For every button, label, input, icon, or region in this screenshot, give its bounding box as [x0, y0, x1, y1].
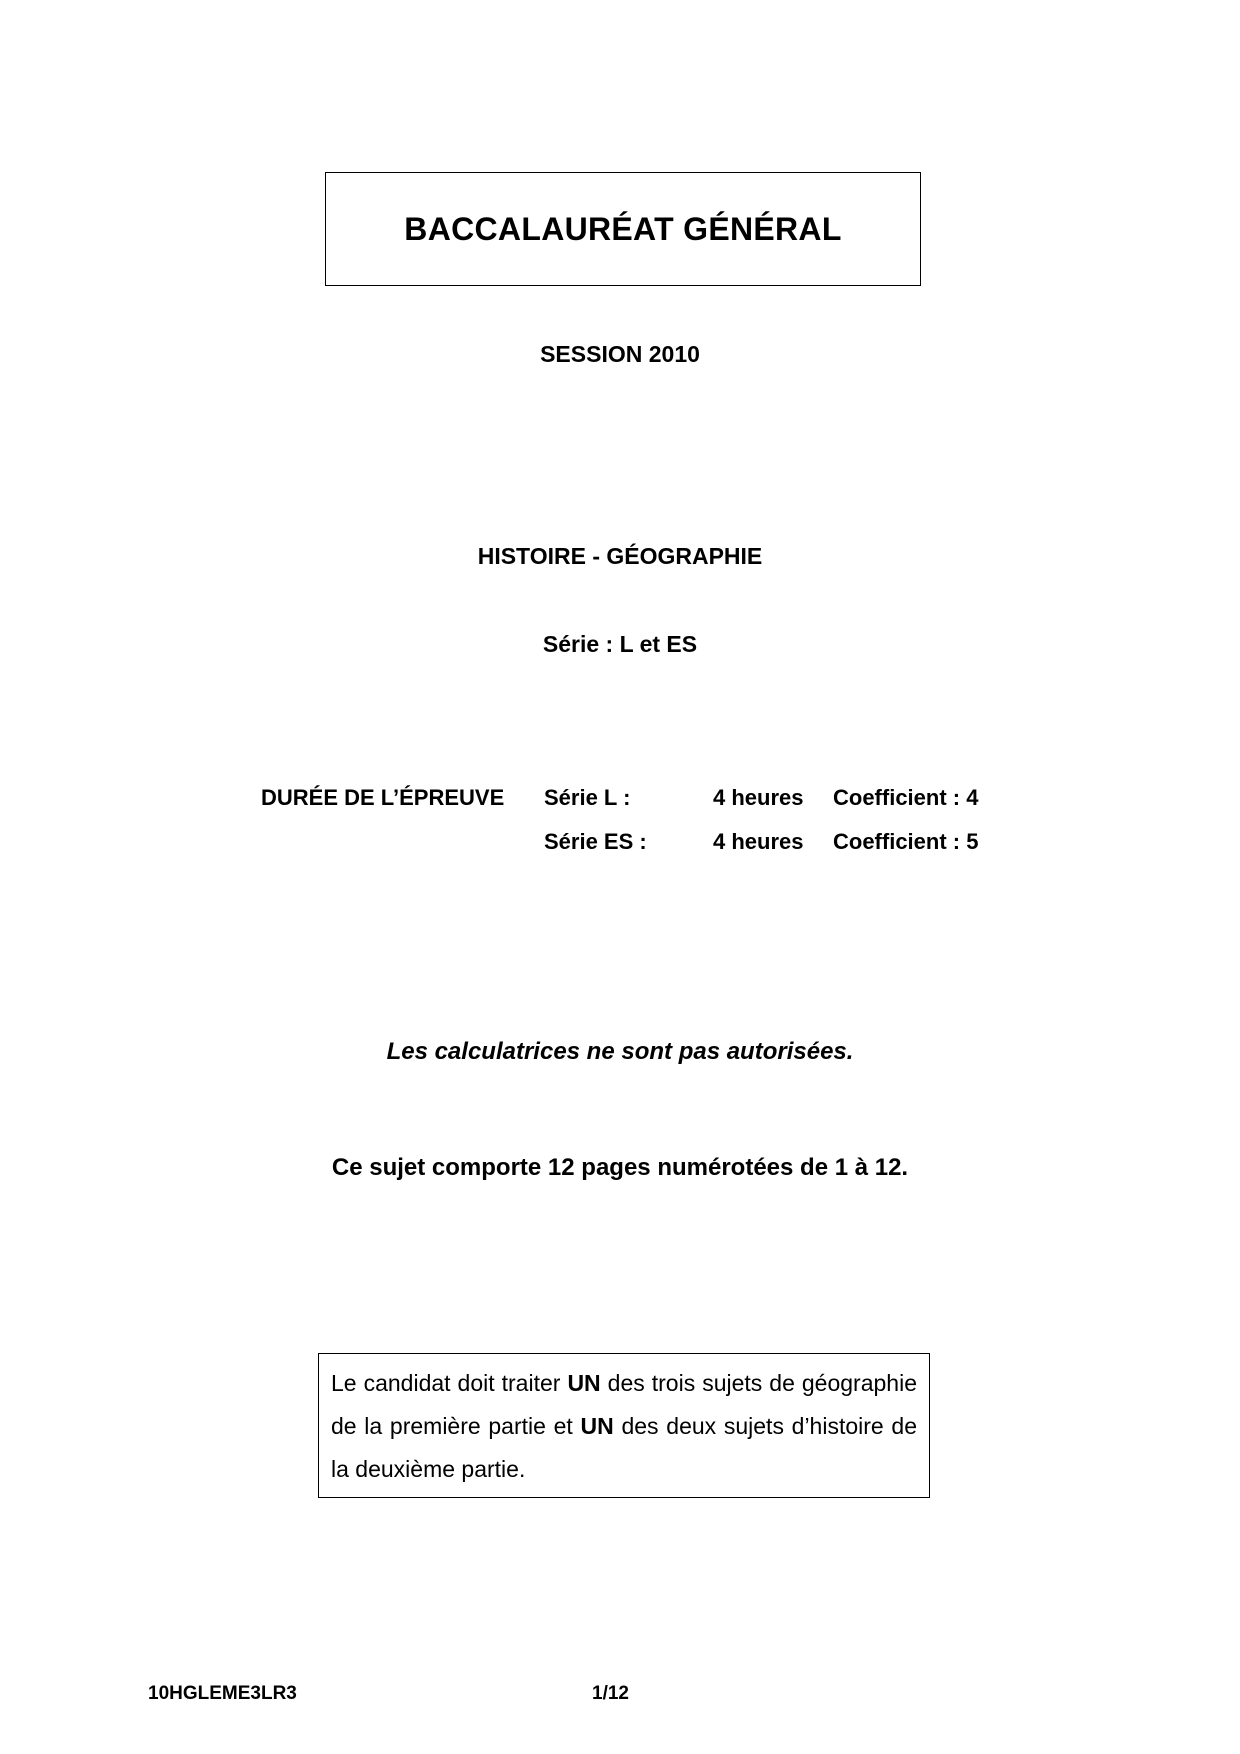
duration-row-series: Série ES : — [544, 829, 647, 854]
title-box — [325, 172, 921, 286]
duration-row-hours: 4 heures — [713, 829, 804, 854]
footer-code: 10HGLEME3LR3 — [148, 1683, 297, 1704]
duration-row-series: Série L : — [544, 785, 631, 810]
series-label: Série : L et ES — [542, 631, 698, 657]
exam-title: BACCALAURÉAT GÉNÉRAL — [404, 210, 842, 247]
pages-notice: Ce sujet comporte 12 pages numérotées de 1 à 12. — [331, 1154, 909, 1181]
subject-name: HISTOIRE - GÉOGRAPHIE — [477, 543, 763, 569]
duration-row-coefficient: Coefficient : 5 — [833, 829, 979, 854]
duration-label: DURÉE DE L’ÉPREUVE — [261, 785, 505, 810]
instructions-text: des deux sujets d’histoire de la deuxième partie. — [331, 1413, 918, 1482]
instructions-box — [318, 1353, 930, 1498]
instructions-emphasis: UN — [580, 1413, 614, 1439]
duration-row-hours: 4 heures — [713, 785, 804, 810]
session-label: SESSION 2010 — [540, 341, 700, 367]
instructions-text: Le candidat doit traiter — [331, 1370, 568, 1396]
footer-page-number: 1/12 — [592, 1683, 629, 1704]
instructions-text: des trois sujets de géographie de la première partie et — [331, 1370, 917, 1439]
calculator-notice: Les calculatrices ne sont pas autorisées. — [386, 1038, 854, 1065]
instructions-emphasis: UN — [567, 1370, 601, 1396]
duration-row-coefficient: Coefficient : 4 — [833, 785, 979, 810]
